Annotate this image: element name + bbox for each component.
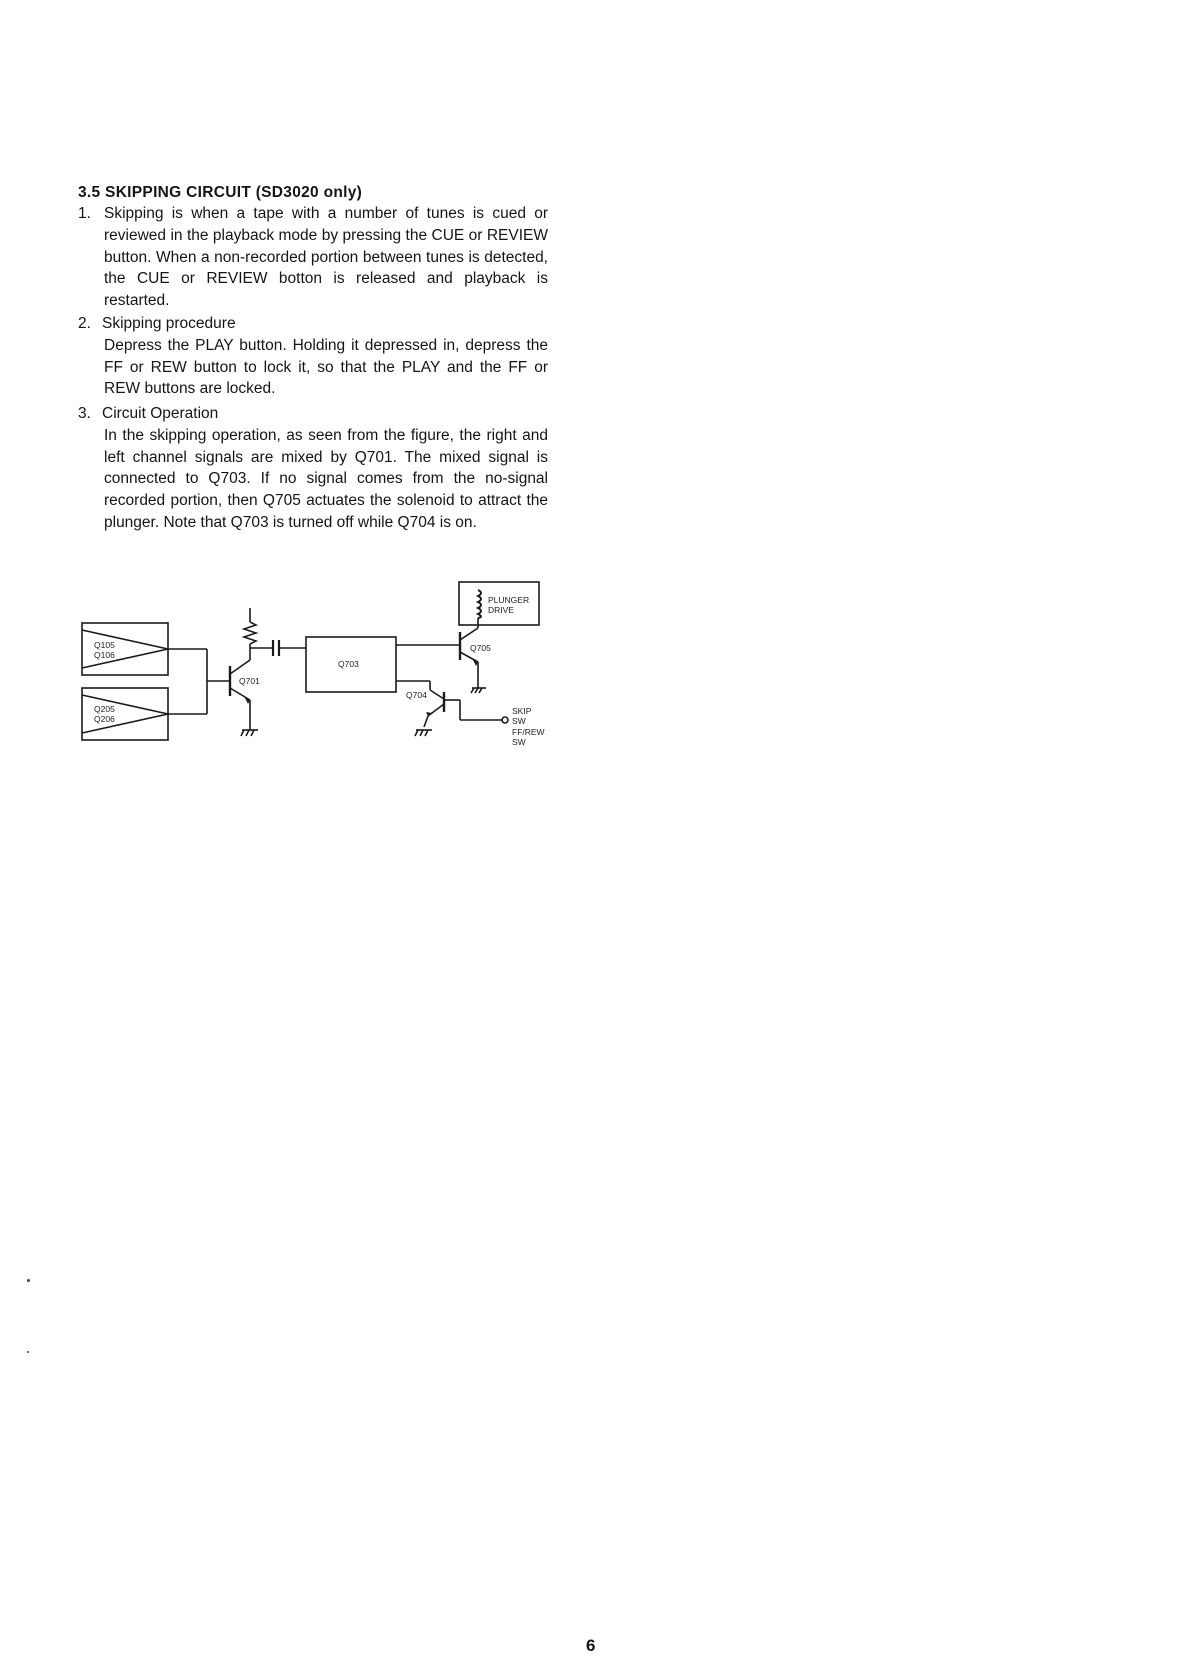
skip-sw-label: SW <box>512 716 526 726</box>
item-heading: Skipping procedure <box>102 315 236 332</box>
amp2-label-a: Q205 <box>94 704 115 714</box>
item-text: Depress the PLAY button. Holding it depressed in, depress the FF or REW button to lock it, so that the PLAY and the FF or REW buttons are locked. <box>104 336 548 398</box>
scan-speck <box>27 1279 30 1282</box>
ffrew-label: FF/REW <box>512 727 545 737</box>
item-heading: Circuit Operation <box>102 405 219 422</box>
item-number: 2. <box>78 315 91 332</box>
ffrew-sw-label: SW <box>512 737 526 747</box>
drive-label: DRIVE <box>488 605 514 615</box>
q704-label: Q704 <box>406 690 427 700</box>
item-text: Skipping is when a tape with a number of tunes is cued or reviewed in the playback mode by pressing the CUE or REVIEW button. When a non-recorded portion between tunes is detected, the CUE or REVIEW botton is released and playback is restarted. <box>104 205 548 310</box>
plunger-label: PLUNGER <box>488 595 530 605</box>
skip-label: SKIP <box>512 706 532 716</box>
amp1-label-b: Q106 <box>94 650 115 660</box>
q701-label: Q701 <box>239 676 260 686</box>
q705-label: Q705 <box>470 643 491 653</box>
list-item-1 <box>78 203 548 312</box>
page-number: 6 <box>586 1636 596 1655</box>
amp2-label-b: Q206 <box>94 714 115 724</box>
list-item-2 <box>78 313 548 400</box>
section-title: 3.5 SKIPPING CIRCUIT (SD3020 only) <box>78 184 363 201</box>
item-text: In the skipping operation, as seen from the figure, the right and left channel signals are mixed by Q701. The mixed signal is connected to Q703. If no signal comes from the no-signal recorded portion, then Q705 actuates the solenoid to attract the plunger. Note that Q703 is turned off while Q704 is on. <box>104 426 548 531</box>
item-number: 3. <box>78 405 91 422</box>
circuit-diagram <box>0 560 1179 780</box>
list-item-3 <box>78 403 548 534</box>
amp1-label-a: Q105 <box>94 640 115 650</box>
q703-label: Q703 <box>338 659 359 669</box>
item-number: 1. <box>78 205 91 222</box>
scan-speck <box>27 1351 29 1353</box>
